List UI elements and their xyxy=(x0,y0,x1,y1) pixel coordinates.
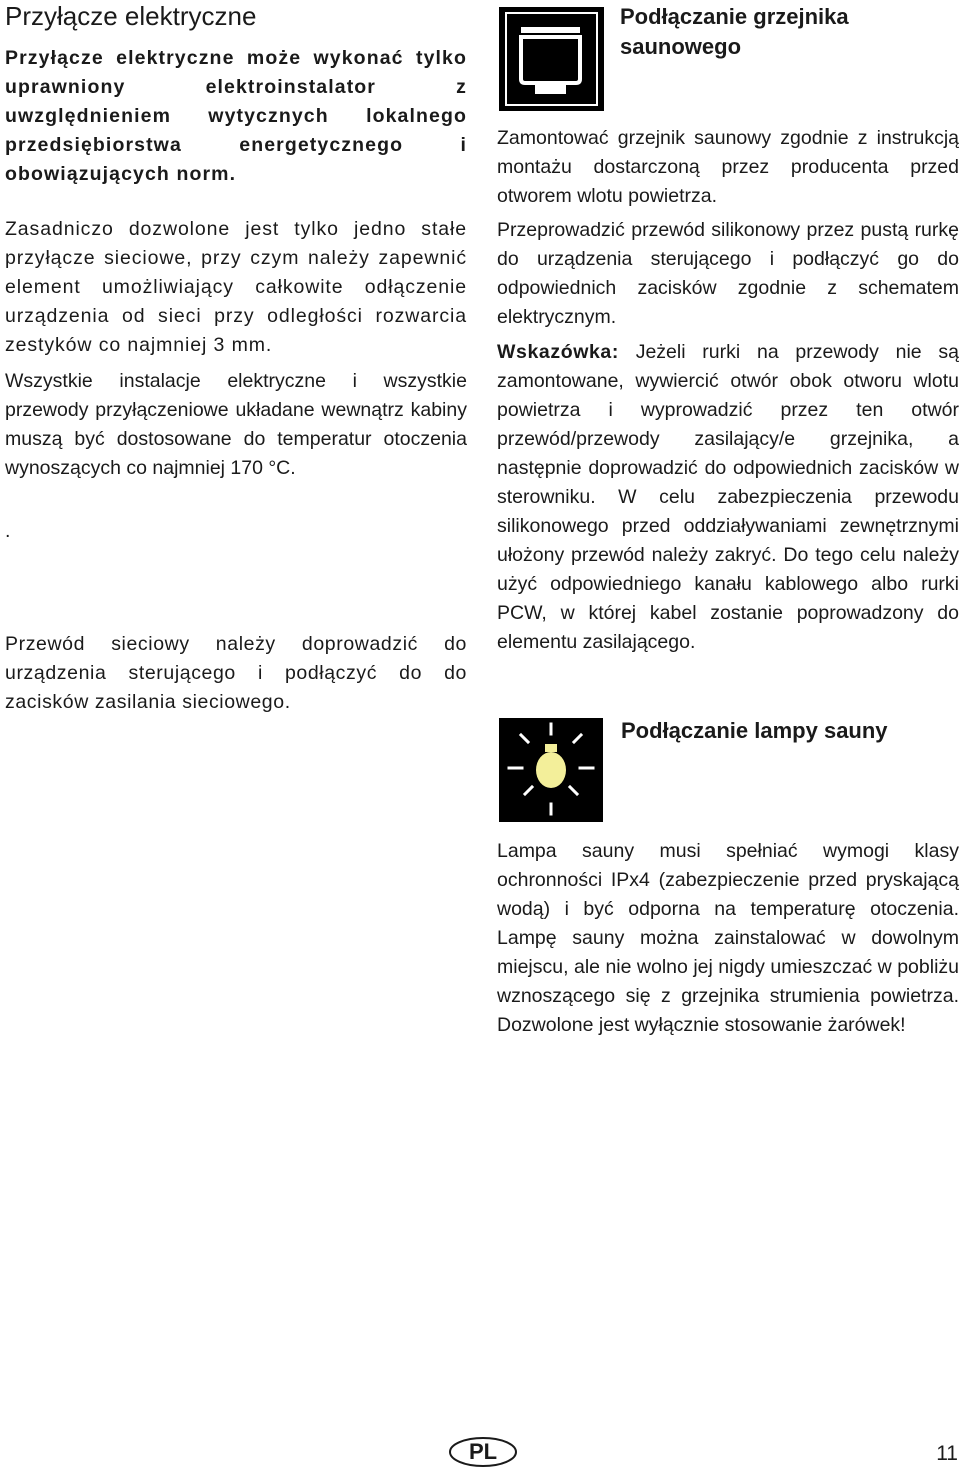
paragraph-power-cable: Przewód sieciowy należy doprowadzić do urządzenia sterującego i podłączyć do do zacisków zasilania sieciowego. xyxy=(5,633,467,713)
light-bulb-icon xyxy=(499,718,603,822)
page-number: 11 xyxy=(936,1442,958,1465)
paragraph-lamp: Lampa sauny musi spełniać wymogi klasy ochronności IPx4 (zabezpieczenie przed pryskającą wodą) i być odporna na temperaturę otoczenia. Lampę sauny można zainstalować w dowolnym miejscu, ale nie wolno jej nigdy umieszczać w pobliżu wznoszącego się z grzejnika strumienia powietrza. Dozwolone jest wyłącznie stosowanie żarówek! xyxy=(497,840,959,1036)
stray-dot: . xyxy=(5,520,11,542)
paragraph-heater-mounting: Zamontować grzejnik saunowy zgodnie z instrukcją montażu dostarczoną przez producenta przed otworem wlotu powietrza. xyxy=(497,127,959,207)
note-text: Jeżeli rurki na przewody nie są zamontowane, wywiercić otwór obok otworu wlotu powietrza i wyprowadzić przez ten otwór przewód/przewody zasilający/e grzejnika, a następnie doprowadzić do odpowiednich zacisków w sterowniku. W celu zabezpieczenia przewodu silikonowego przed oddziaływaniami zewnętrznymi ułożony przewód należy zakryć. Do tego celu należy użyć odpowiedniego kanału kablowego albo rurki PCW, w której kabel zostanie poprowadzony do elementu zasilającego. xyxy=(497,341,959,653)
paragraph-mains-connection: Zasadniczo dozwolone jest tylko jedno stałe przyłącze sieciowe, przy czym należy zapewnić element umożliwiający całkowite odłączenie urządzenia od sieci przy odległości rozwarcia zestyków co najmniej 3 mm. xyxy=(5,218,467,356)
language-badge: PL xyxy=(468,1439,498,1464)
paragraph-silicone-cable: Przeprowadzić przewód silikonowy przez pustą rurkę do urządzenia sterującego i podłączyć go do odpowiednich zacisków zgodnie z schematem elektrycznym. xyxy=(497,219,959,328)
note-label: Wskazówka: xyxy=(497,341,619,363)
sauna-heater-icon xyxy=(499,7,604,111)
paragraph-cable-temperature: Wszystkie instalacje elektryczne i wszystkie przewody przyłączeniowe układane wewnątrz kabiny muszą być dostosowane do temperatur otoczenia wynoszących co najmniej 170 °C. xyxy=(5,370,467,479)
intro-paragraph: Przyłącze elektryczne może wykonać tylko uprawniony elektroinstalator z uwzględnieniem wytycznych lokalnego przedsiębiorstwa energetycznego i obowiązujących norm. xyxy=(5,47,467,185)
paragraph-note xyxy=(497,338,959,657)
section-title: Przyłącze elektryczne xyxy=(5,1,257,31)
lamp-heading: Podłączanie lampy sauny xyxy=(621,718,888,743)
heater-heading: Podłączanie grzejnika saunowego xyxy=(620,4,849,59)
